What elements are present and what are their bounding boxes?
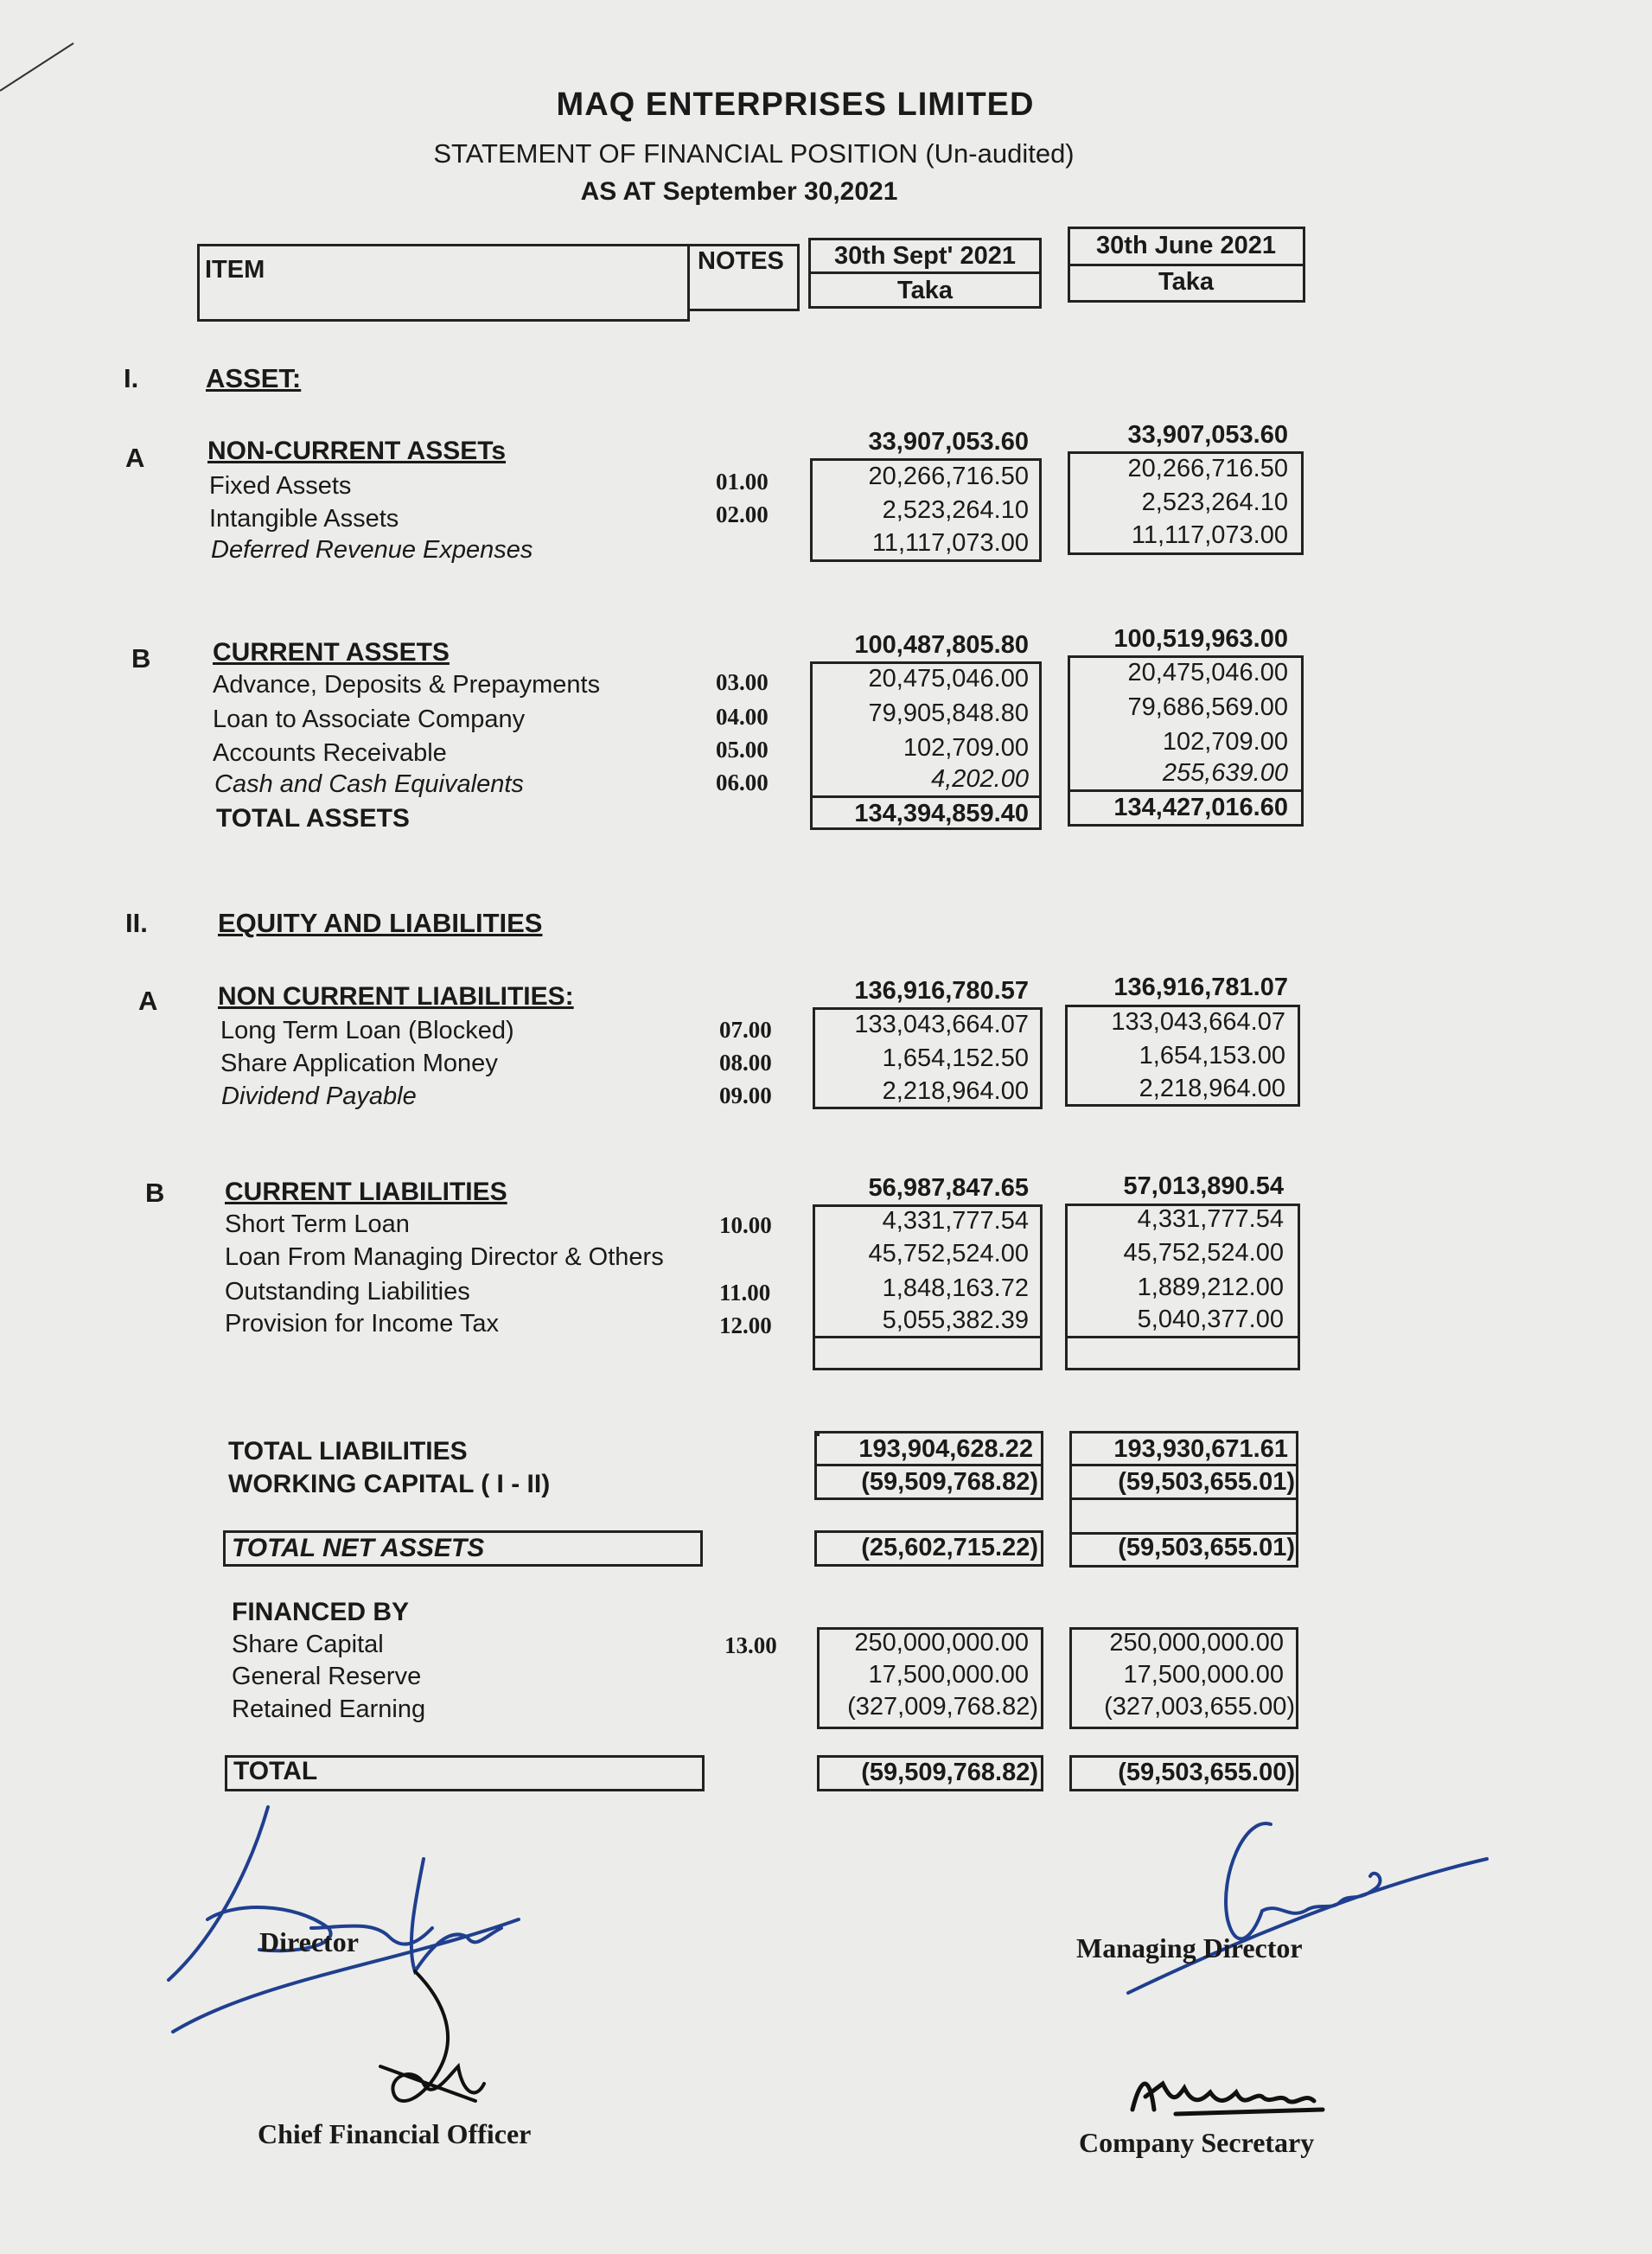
cl-row-col2: 5,040,377.00: [1137, 1306, 1284, 1333]
total-net-assets-label: TOTAL NET ASSETS: [232, 1534, 485, 1562]
section-equity-title: EQUITY AND LIABILITIES: [218, 908, 543, 938]
ca-row-col2: 20,475,046.00: [1127, 659, 1288, 686]
financed-by-title: FINANCED BY: [232, 1598, 410, 1626]
managing-director-signature: [1115, 1807, 1504, 2006]
total-col2: (59,503,655.00): [1118, 1759, 1295, 1786]
ncl-row-col2: 1,654,153.00: [1139, 1042, 1285, 1070]
section-equity-number: II.: [125, 908, 148, 938]
ncl-row-col2: 133,043,664.07: [1111, 1008, 1285, 1036]
cl-title: CURRENT LIABILITIES: [225, 1178, 507, 1206]
item-header-box: [197, 244, 690, 322]
nca-row-note: 01.00: [716, 469, 769, 495]
ca-row-col2: 79,686,569.00: [1127, 693, 1288, 721]
company-secretary-title: Company Secretary: [1079, 2127, 1315, 2158]
director-title: Director: [259, 1926, 359, 1957]
ncl-total-col2: 136,916,781.07: [1113, 974, 1288, 1001]
ca-total-col1: 100,487,805.80: [854, 631, 1029, 659]
ca-row-col1: 79,905,848.80: [868, 699, 1029, 727]
ncl-row-label: Long Term Loan (Blocked): [220, 1017, 514, 1044]
cl-row-col1: 5,055,382.39: [882, 1306, 1029, 1334]
statement-title: STATEMENT OF FINANCIAL POSITION (Un-audited): [433, 138, 1075, 169]
cl-row-label: Outstanding Liabilities: [225, 1278, 470, 1306]
fin-row-col1: (327,009,768.82): [847, 1693, 1038, 1721]
total-assets-col2: 134,427,016.60: [1113, 794, 1288, 821]
fin-row-col2: 250,000,000.00: [1109, 1629, 1284, 1657]
ca-title: CURRENT ASSETS: [213, 638, 450, 667]
cl-rule-col1: [813, 1336, 1043, 1338]
ncl-row-note: 08.00: [719, 1050, 772, 1076]
cl-row-label: Loan From Managing Director & Others: [225, 1243, 664, 1271]
ca-row-note: 04.00: [716, 704, 769, 730]
notes-header: NOTES: [698, 247, 784, 275]
nca-row-col1: 11,117,073.00: [871, 529, 1029, 557]
ca-letter: B: [131, 643, 151, 674]
ca-row-col2: 255,639.00: [1162, 759, 1288, 787]
ca-row-note: 03.00: [716, 669, 769, 695]
total-assets-label: TOTAL ASSETS: [216, 804, 410, 833]
company-name: MAQ ENTERPRISES LIMITED: [556, 86, 1035, 123]
cl-row-note: 12.00: [719, 1312, 772, 1338]
ca-row-note: 06.00: [716, 769, 769, 795]
nca-row-note: 02.00: [716, 501, 769, 527]
section-asset-number: I.: [124, 363, 139, 393]
fin-row-col2: (327,003,655.00): [1104, 1693, 1295, 1721]
nca-row-col2: 2,523,264.10: [1141, 488, 1288, 516]
ncl-row-label: Dividend Payable: [221, 1082, 417, 1110]
fin-row-label: General Reserve: [232, 1663, 422, 1690]
company-secretary-signature: [1124, 2066, 1349, 2127]
as-at-date: AS AT September 30,2021: [580, 177, 898, 206]
ncl-row-col1: 2,218,964.00: [882, 1077, 1029, 1105]
col1-header: 30th Sept' 2021: [834, 242, 1016, 270]
fin-row-col1: 250,000,000.00: [854, 1629, 1029, 1657]
fin-row-label: Retained Earning: [232, 1695, 426, 1723]
fin-row-note: 13.00: [724, 1632, 777, 1658]
total-liabilities-col2: 193,930,671.61: [1113, 1435, 1288, 1463]
totals-rule-col1: [814, 1464, 1043, 1466]
nca-row-label: Intangible Assets: [209, 505, 399, 533]
total-liabilities-label: TOTAL LIABILITIES: [228, 1437, 468, 1465]
cl-rule-col2: [1065, 1336, 1300, 1338]
col1-unit: Taka: [897, 277, 953, 304]
ncl-row-col1: 1,654,152.50: [882, 1044, 1029, 1072]
ncl-row-label: Share Application Money: [220, 1050, 498, 1077]
cl-row-col2: 4,331,777.54: [1137, 1205, 1284, 1233]
ca-row-col2: 102,709.00: [1162, 728, 1288, 756]
nca-letter: A: [125, 443, 145, 473]
ca-row-label: Advance, Deposits & Prepayments: [213, 671, 601, 699]
nca-total-col2: 33,907,053.60: [1127, 421, 1288, 449]
ca-row-note: 05.00: [716, 737, 769, 763]
managing-director-title: Managing Director: [1076, 1932, 1303, 1963]
total-net-assets-col2: (59,503,655.01): [1118, 1534, 1295, 1561]
section-asset-title: ASSET:: [206, 363, 302, 393]
ncl-row-note: 09.00: [719, 1082, 772, 1108]
ca-total-rule-col1: [810, 795, 1042, 798]
cl-total-col2: 57,013,890.54: [1123, 1172, 1284, 1200]
cl-row-col2: 45,752,524.00: [1123, 1239, 1284, 1267]
cl-row-col1: 1,848,163.72: [882, 1274, 1029, 1302]
ncl-title: NON CURRENT LIABILITIES:: [218, 982, 574, 1011]
cfo-title: Chief Financial Officer: [258, 2118, 532, 2149]
cl-letter: B: [145, 1178, 165, 1208]
ca-total-rule-col2: [1068, 789, 1304, 792]
total-liabilities-col1: 193,904,628.22: [858, 1435, 1033, 1463]
col2-header: 30th June 2021: [1096, 232, 1276, 259]
col2-header-divider: [1068, 264, 1305, 266]
fin-row-col1: 17,500,000.00: [868, 1661, 1029, 1689]
working-capital-label: WORKING CAPITAL ( I - II): [228, 1470, 551, 1498]
cfo-signature: [363, 1963, 501, 2127]
total-label: TOTAL: [233, 1757, 318, 1785]
nca-row-col1: 20,266,716.50: [868, 463, 1029, 490]
nca-row-label: Deferred Revenue Expenses: [211, 536, 533, 564]
ncl-row-note: 07.00: [719, 1017, 772, 1043]
totals-rule-col2b: [1069, 1497, 1298, 1500]
ca-total-col2: 100,519,963.00: [1113, 625, 1288, 653]
ca-row-label: Cash and Cash Equivalents: [214, 770, 524, 798]
fin-row-col2: 17,500,000.00: [1123, 1661, 1284, 1689]
working-capital-col2: (59,503,655.01): [1118, 1468, 1295, 1496]
nca-row-col2: 20,266,716.50: [1127, 455, 1288, 482]
cl-row-col1: 4,331,777.54: [882, 1207, 1029, 1235]
col2-unit: Taka: [1158, 268, 1214, 296]
working-capital-col1: (59,509,768.82): [861, 1468, 1038, 1496]
totals-rule-col2a: [1069, 1464, 1298, 1466]
nca-row-col1: 2,523,264.10: [882, 496, 1029, 524]
total-net-assets-col1: (25,602,715.22): [861, 1534, 1038, 1561]
total-col1: (59,509,768.82): [861, 1759, 1038, 1786]
cl-row-note: 10.00: [719, 1212, 772, 1238]
nca-total-col1: 33,907,053.60: [868, 428, 1029, 456]
ca-row-col1: 4,202.00: [931, 765, 1029, 793]
cl-row-label: Provision for Income Tax: [225, 1310, 499, 1338]
nca-row-col2: 11,117,073.00: [1131, 521, 1288, 549]
nca-row-label: Fixed Assets: [209, 472, 352, 500]
total-assets-col1: 134,394,859.40: [854, 800, 1029, 827]
cl-total-col1: 56,987,847.65: [868, 1174, 1029, 1202]
cl-row-col1: 45,752,524.00: [868, 1240, 1029, 1267]
ncl-total-col1: 136,916,780.57: [854, 977, 1029, 1005]
ca-row-col1: 20,475,046.00: [868, 665, 1029, 693]
page-corner-mark: [0, 17, 86, 104]
ncl-row-col1: 133,043,664.07: [854, 1011, 1029, 1038]
ca-row-col1: 102,709.00: [903, 734, 1029, 762]
cl-row-note: 11.00: [719, 1280, 771, 1306]
ncl-row-col2: 2,218,964.00: [1139, 1075, 1285, 1102]
col1-header-divider: [808, 271, 1042, 274]
ncl-letter: A: [138, 986, 158, 1016]
ca-row-label: Loan to Associate Company: [213, 706, 526, 733]
nca-title: NON-CURRENT ASSETs: [207, 437, 507, 465]
item-header: ITEM: [205, 256, 265, 284]
cl-row-col2: 1,889,212.00: [1137, 1274, 1284, 1301]
cl-row-label: Short Term Loan: [225, 1210, 410, 1238]
ca-row-label: Accounts Receivable: [213, 739, 447, 767]
fin-row-label: Share Capital: [232, 1631, 384, 1658]
